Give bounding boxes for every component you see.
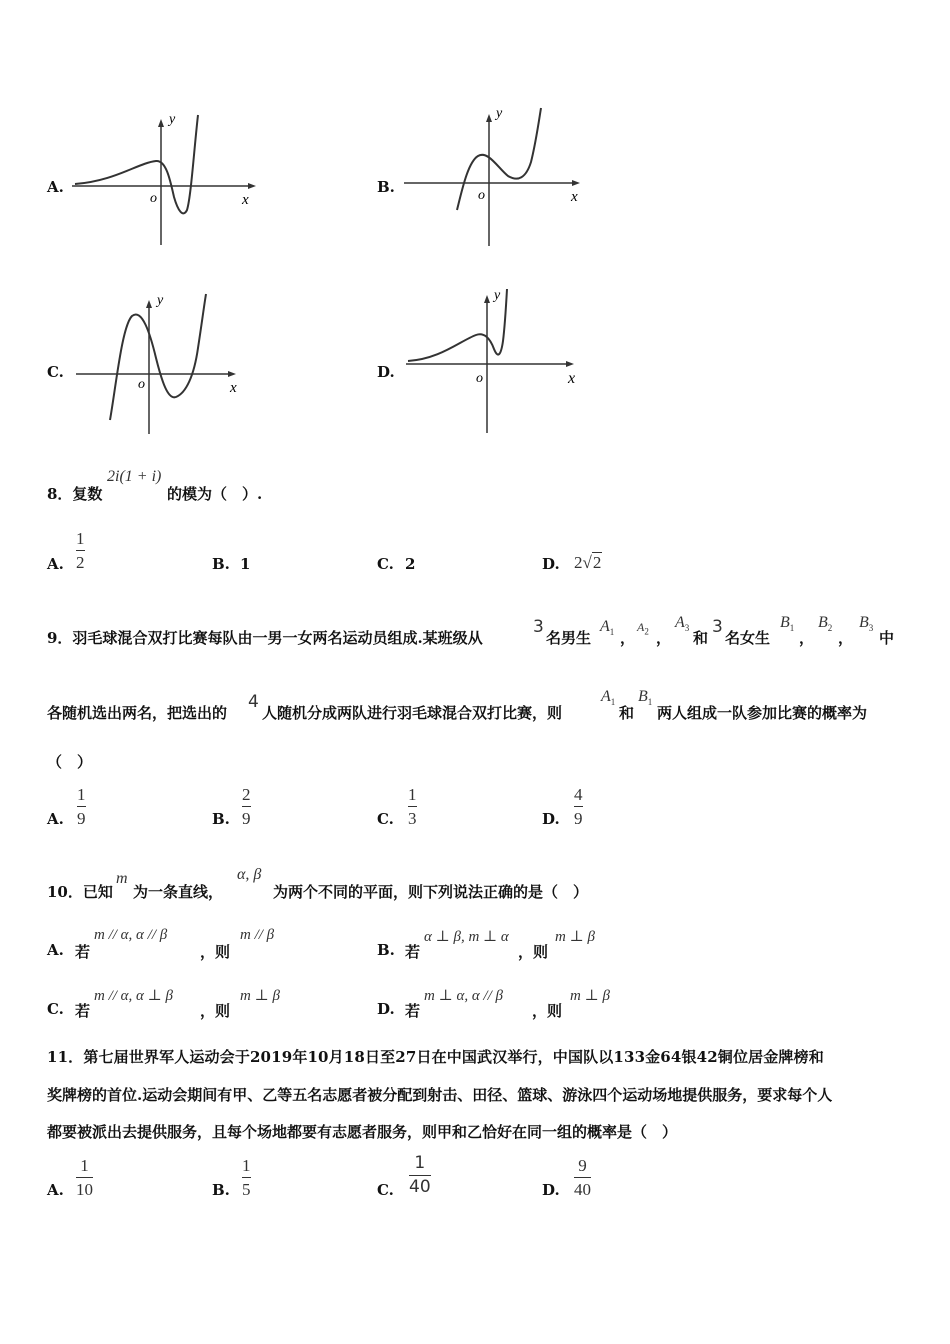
q9-answer-paren: （ ） — [47, 753, 93, 771]
q11-option-c-letter: C. — [377, 1181, 394, 1199]
q9-four: 4 — [248, 692, 259, 712]
q7-graph-b-origin: o — [478, 188, 485, 203]
q7-option-c-letter: C. — [47, 363, 64, 381]
q10-option-a-cond[interactable]: m // α, α // β — [94, 927, 168, 943]
q7-graph-d-origin: o — [476, 371, 483, 386]
q8-option-b-letter: B. — [212, 555, 230, 573]
q8-option-d-coef: 2 — [574, 553, 583, 572]
q10-option-a-concl[interactable]: m // β — [240, 927, 275, 943]
q8-option-a-den: 2 — [76, 553, 85, 572]
q8-option-d-value[interactable] — [574, 553, 602, 573]
q9-stem-part5: 人随机分成两队进行羽毛球混合双打比赛，则 — [262, 704, 563, 722]
q8-option-a-num: 1 — [76, 529, 85, 548]
q11-option-b-letter: B. — [212, 1181, 230, 1199]
q9-option-a-letter: A. — [47, 810, 64, 828]
q7-graph-d-x-label: x — [568, 370, 576, 387]
q10-option-a-letter: A. — [47, 941, 64, 959]
q8-option-c-letter: C. — [377, 555, 394, 573]
q7-graph-a[interactable] — [70, 105, 260, 250]
q10-option-d-concl[interactable]: m ⊥ β — [570, 988, 610, 1004]
q10-option-b-ruo: 若 — [405, 943, 421, 961]
q10-option-b-ze: ，则 — [518, 943, 549, 961]
q9-a2: $A_2$ — [637, 620, 649, 637]
q9-b1: $B_1$ — [780, 614, 795, 634]
q11-option-a-letter: A. — [47, 1181, 64, 1199]
q11-option-d-letter: D. — [542, 1181, 560, 1199]
q10-option-d-ze: ，则 — [532, 1002, 563, 1020]
q9-stem-part6: 两人组成一队参加比赛的概率为 — [657, 704, 868, 722]
q11-option-a-fraction[interactable]: 1 10 — [76, 1156, 93, 1199]
q10-option-c-letter: C. — [47, 1000, 64, 1018]
q9-male-count: 3 — [533, 617, 544, 637]
q8-stem-start: 8．复数 — [47, 485, 103, 503]
q8-option-d-radicand: 2 — [592, 553, 602, 572]
q10-option-d-ruo: 若 — [405, 1002, 421, 1020]
q11-option-c-fraction[interactable]: 1 40 — [409, 1153, 431, 1197]
q11-option-d-fraction[interactable]: 9 40 — [574, 1156, 591, 1199]
q10-option-b-cond[interactable]: α ⊥ β, m ⊥ α — [424, 929, 509, 945]
q9-option-d-letter: D. — [542, 810, 560, 828]
q9-he-1: 和 — [693, 629, 709, 647]
q10-stem-part1: 10．已知 — [47, 883, 113, 901]
q9-stem-part3: 名女生 — [725, 629, 771, 647]
q10-option-c-cond[interactable]: m // α, α ⊥ β — [94, 988, 173, 1004]
q7-graph-d-y-label: y — [494, 288, 501, 303]
q11-stem-line3: 都要被派出去提供服务，且每个场地都要有志愿者服务，则甲和乙恰好在同一组的概率是（ ） — [47, 1123, 678, 1141]
q10-option-c-ze: ，则 — [200, 1002, 231, 1020]
q7-graph-a-x-label: x — [242, 192, 249, 208]
q9-comma-4: ， — [838, 629, 854, 647]
q11-stem-line1: 11．第七届世界军人运动会于2019年10月18日至27日在中国武汉举行，中国队以133金64银42铜位居金牌榜和 — [47, 1048, 824, 1066]
q9-stem-part1: 9．羽毛球混合双打比赛每队由一男一女两名运动员组成.某班级从 — [47, 629, 483, 647]
q7-graph-c-x-label: x — [230, 380, 237, 396]
q7-option-a-letter: A. — [47, 178, 64, 196]
q9-comma-1: ， — [620, 629, 636, 647]
q8-expression: 2i(1 + i) — [107, 468, 162, 485]
q9-a3: $A_3$ — [675, 614, 690, 634]
q10-m: m — [116, 870, 128, 887]
q10-option-c-concl[interactable]: m ⊥ β — [240, 988, 280, 1004]
q11-option-b-fraction[interactable]: 1 5 — [242, 1156, 251, 1199]
q7-option-b-letter: B. — [377, 178, 395, 196]
q7-graph-a-origin: o — [150, 191, 157, 206]
q10-option-c-ruo: 若 — [75, 1002, 91, 1020]
q10-alpha-beta: α, β — [237, 866, 262, 883]
q10-option-b-concl[interactable]: m ⊥ β — [555, 929, 595, 945]
q10-option-b-letter: B. — [377, 941, 395, 959]
q8-option-a-letter: A. — [47, 555, 64, 573]
q10-stem-part3: 为两个不同的平面，则下列说法正确的是（ ） — [273, 883, 589, 901]
q10-option-d-cond[interactable]: m ⊥ α, α // β — [424, 988, 503, 1004]
q7-graph-c-y-label: y — [157, 293, 164, 308]
q9-option-d-fraction[interactable]: 4 9 — [574, 785, 583, 828]
q9-b1-b: $B_1$ — [638, 688, 653, 708]
q8-option-b-value[interactable]: 1 — [240, 555, 251, 573]
q7-option-d-letter: D. — [377, 363, 395, 381]
q9-b3: $B_3$ — [859, 614, 874, 634]
q8-option-a-fraction[interactable] — [76, 530, 85, 571]
q8-stem-end: 的模为（ ）. — [167, 485, 263, 503]
q9-option-c-letter: C. — [377, 810, 394, 828]
q7-graph-b-y-label: y — [496, 106, 503, 121]
q7-graph-b-x-label: x — [571, 189, 578, 205]
q9-option-b-letter: B. — [212, 810, 230, 828]
q9-female-count: 3 — [712, 617, 723, 637]
q9-b2: $B_2$ — [818, 614, 833, 634]
q10-option-d-letter: D. — [377, 1000, 395, 1018]
q7-graph-c-origin: o — [138, 377, 145, 392]
q7-graph-a-y-label: y — [169, 112, 176, 127]
q8-option-c-value[interactable]: 2 — [405, 555, 416, 573]
q9-option-c-fraction[interactable]: 1 3 — [408, 785, 417, 828]
q9-he-2: 和 — [619, 704, 635, 722]
q7-graph-d[interactable] — [400, 283, 590, 438]
sqrt-symbol: √ — [582, 553, 592, 572]
q9-a1-b: $A_1$ — [601, 688, 616, 708]
q10-option-a-ze: ，则 — [200, 943, 231, 961]
q7-graph-b[interactable] — [400, 100, 590, 250]
q9-stem-part4: 各随机选出两名，把选出的 — [47, 704, 228, 722]
q9-stem-part2: 名男生 — [546, 629, 592, 647]
q9-comma-2: ， — [656, 629, 672, 647]
q11-stem-line2: 奖牌榜的首位.运动会期间有甲、乙等五名志愿者被分配到射击、田径、篮球、游泳四个运动场地提供服务，要求每个人 — [47, 1086, 833, 1104]
q7-graph-c[interactable] — [70, 288, 250, 438]
q9-zhong: 中 — [879, 629, 895, 647]
q9-option-a-fraction[interactable]: 1 9 — [77, 785, 86, 828]
q9-comma-3: ， — [799, 629, 815, 647]
q9-option-b-fraction[interactable]: 2 9 — [242, 785, 251, 828]
q8-option-d-letter: D. — [542, 555, 560, 573]
q10-option-a-ruo: 若 — [75, 943, 91, 961]
q9-a1: $A_1$ — [600, 618, 615, 638]
q10-stem-part2: 为一条直线， — [133, 883, 224, 901]
